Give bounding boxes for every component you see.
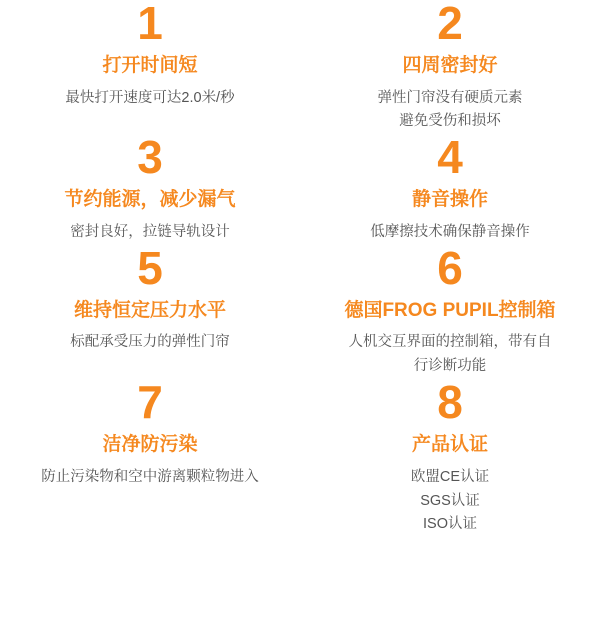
feature-number: 4 xyxy=(437,131,463,184)
feature-number: 5 xyxy=(137,241,163,294)
feature-description-line: ISO认证 xyxy=(423,516,477,533)
feature-number: 6 xyxy=(437,241,463,294)
feature-item-7 xyxy=(0,376,300,537)
feature-title: 产品认证 xyxy=(411,434,488,456)
feature-description-line: 标配承受压力的弹性门帘 xyxy=(70,334,230,351)
feature-title: 维持恒定压力水平 xyxy=(73,299,226,321)
feature-description-line: 弹性门帘没有硬质元素 xyxy=(377,89,523,106)
feature-item-5 xyxy=(0,241,300,379)
feature-title: 德国FROG PUPIL控制箱 xyxy=(344,299,556,321)
feature-number: 8 xyxy=(437,376,463,429)
feature-description-line: 低摩擦技术确保静音操作 xyxy=(370,223,530,240)
feature-title: 打开时间短 xyxy=(102,55,198,76)
feature-title: 洁净防污染 xyxy=(102,434,198,456)
feature-item-6 xyxy=(300,241,600,379)
feature-item-1 xyxy=(0,0,300,134)
feature-description-line: 防止污染物和空中游离颗粒物进入 xyxy=(41,468,259,485)
feature-number: 2 xyxy=(437,0,463,49)
feature-title: 四周密封好 xyxy=(402,55,498,76)
feature-item-4 xyxy=(300,131,600,244)
feature-description-line: 行诊断功能 xyxy=(413,358,487,375)
feature-description xyxy=(378,87,523,135)
feature-description xyxy=(41,466,259,490)
feature-item-2 xyxy=(300,0,600,134)
feature-title: 节约能源，减少漏气 xyxy=(64,189,236,211)
feature-description-line: 避免受伤和损坏 xyxy=(399,113,501,130)
feature-description-line: SGS认证 xyxy=(420,492,480,509)
feature-description-line: 最快打开速度可达2.0米/秒 xyxy=(65,89,235,106)
feature-description xyxy=(70,331,230,355)
feature-description-line: 密封良好，拉链导轨设计 xyxy=(70,223,230,240)
feature-item-8 xyxy=(300,376,600,537)
feature-number: 1 xyxy=(137,0,163,49)
feature-description-line: 欧盟CE认证 xyxy=(410,468,490,485)
feature-description xyxy=(411,466,489,538)
feature-number: 7 xyxy=(137,376,163,429)
feature-item-3 xyxy=(0,131,300,244)
feature-title: 静音操作 xyxy=(411,189,488,211)
feature-description xyxy=(65,87,234,111)
feature-description-line: 人机交互界面的控制箱，带有自 xyxy=(348,334,552,351)
feature-number: 3 xyxy=(137,131,163,184)
feature-description xyxy=(349,331,552,379)
